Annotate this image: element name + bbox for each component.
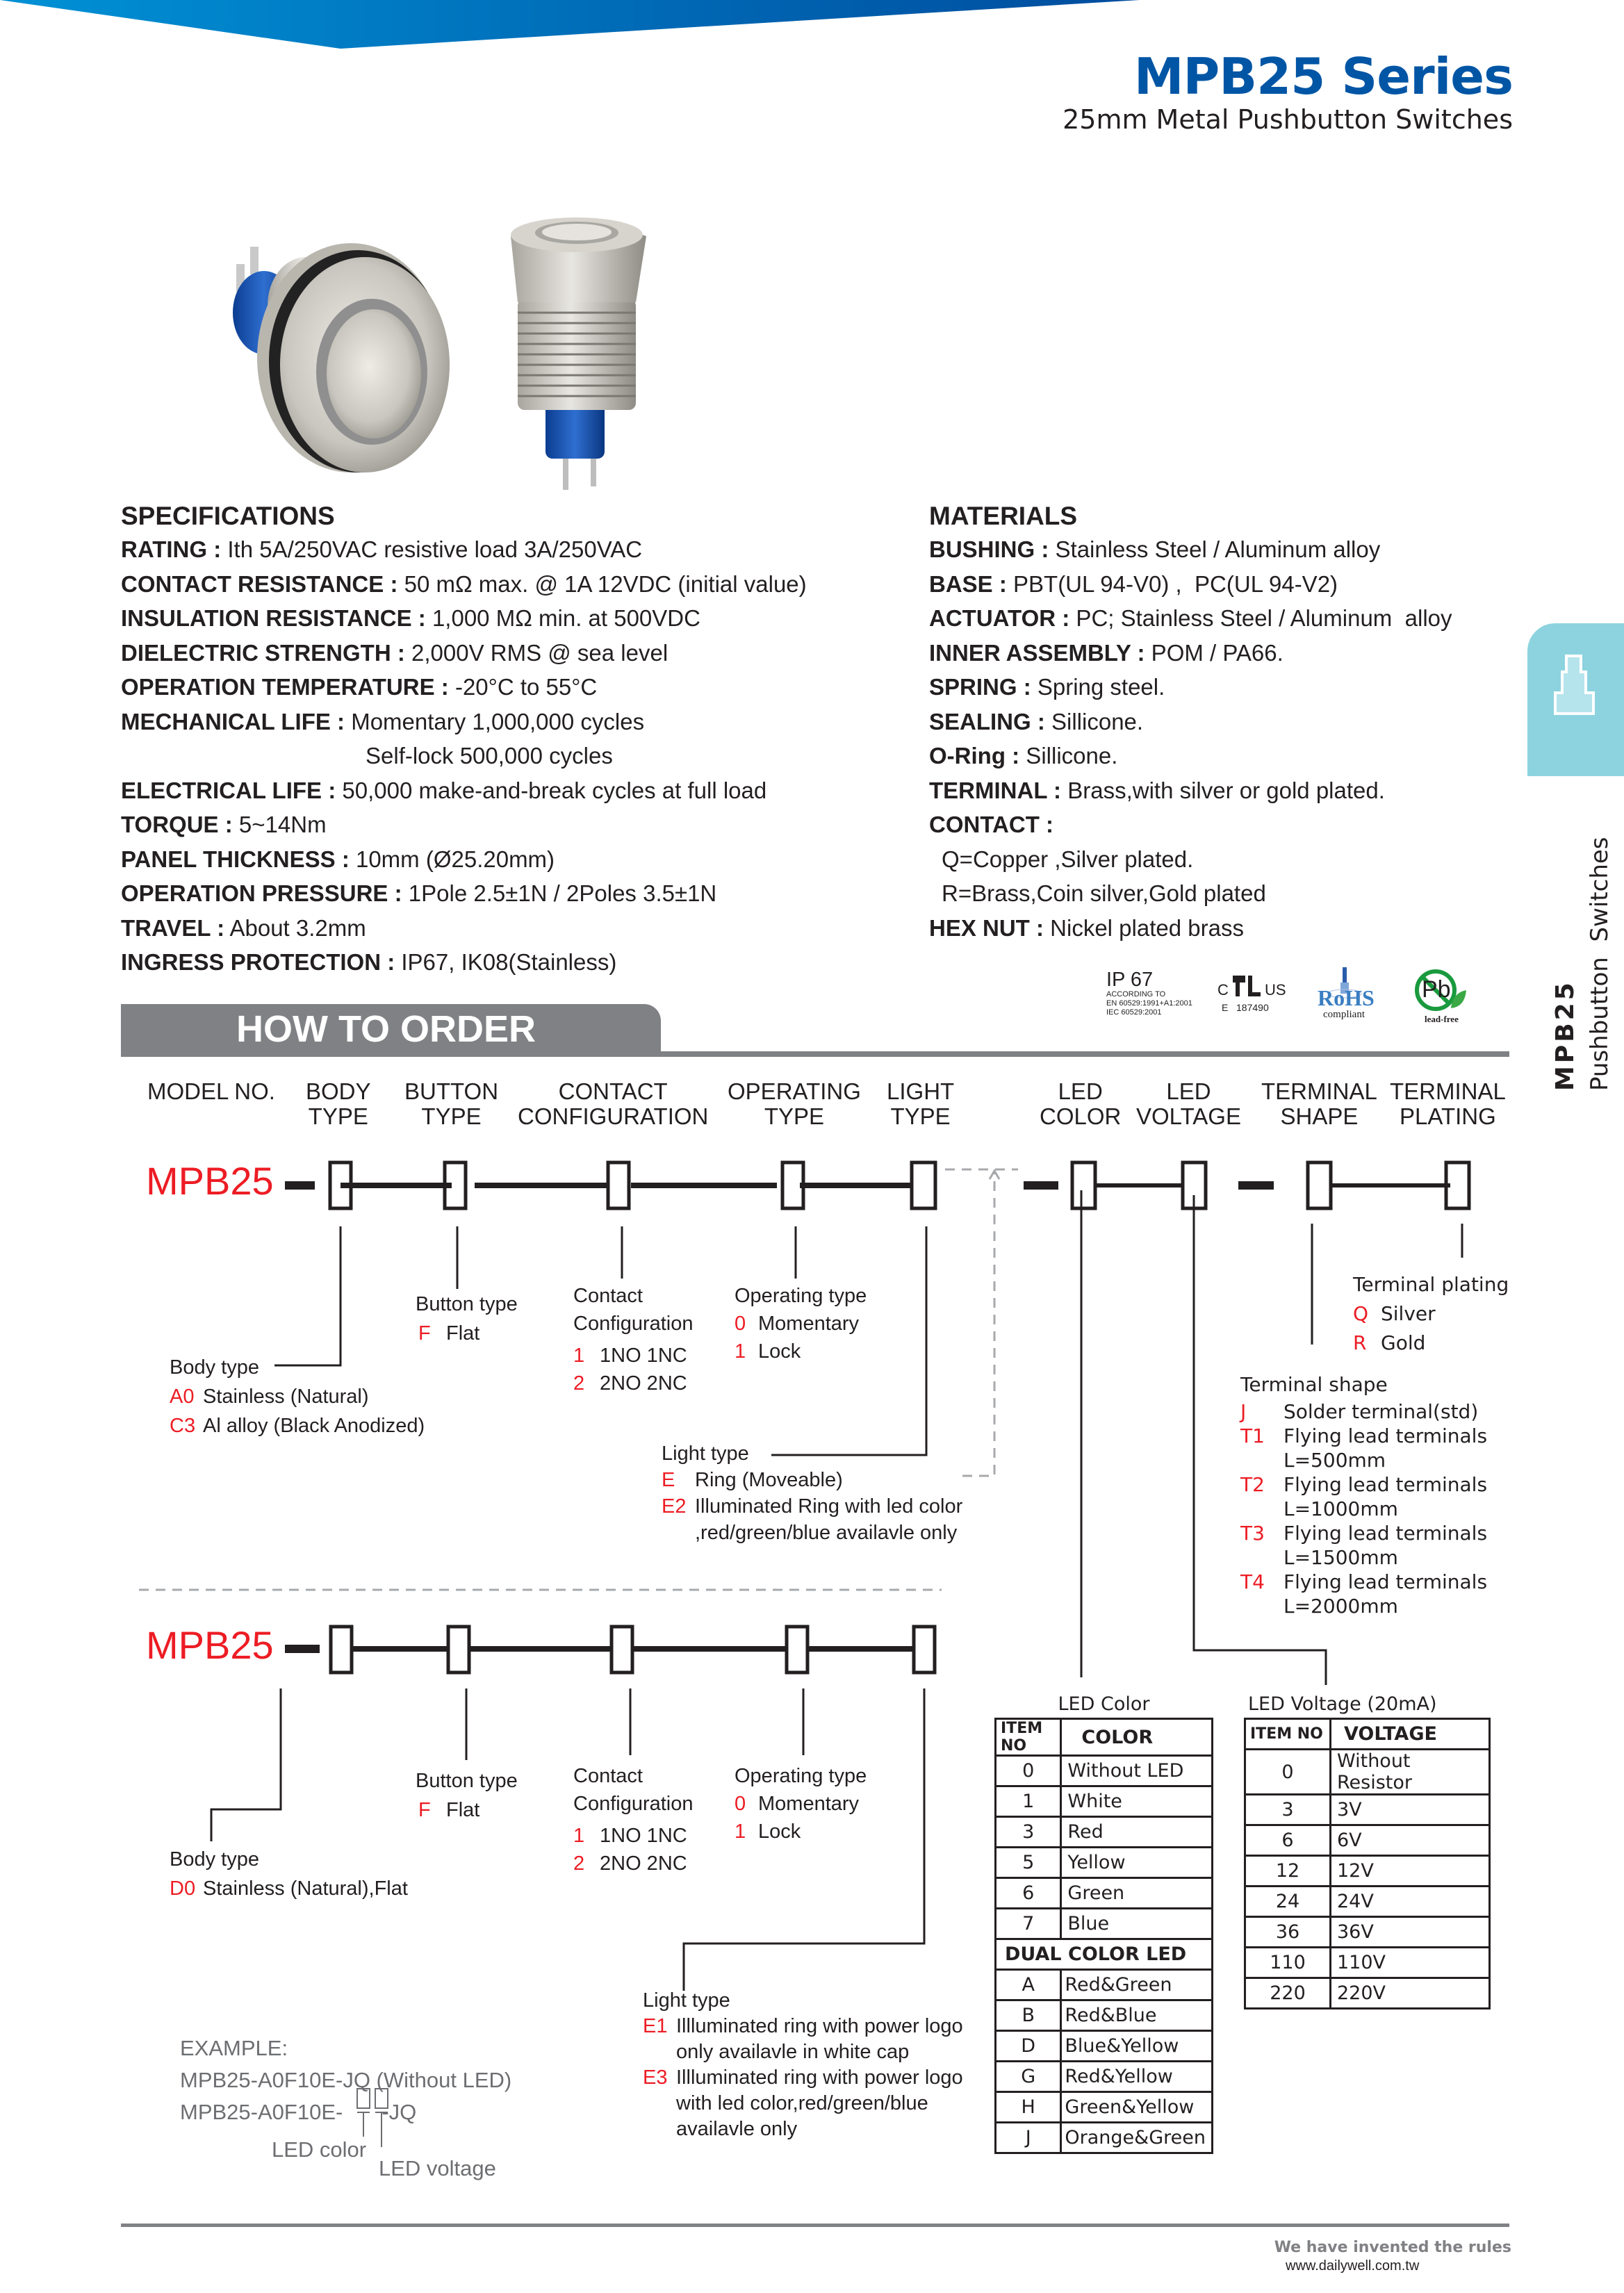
option-label: Gold — [1381, 1331, 1426, 1354]
spec-key: BUSHING : — [929, 536, 1049, 562]
option-label: Illluminated ring with power logo — [676, 2015, 963, 2037]
model-prefix-row1: MPB25 — [146, 1159, 274, 1203]
code-box — [912, 1162, 935, 1208]
spec-key: INNER ASSEMBLY : — [929, 639, 1145, 666]
spec-key: CONTACT : — [929, 812, 1054, 837]
table-row — [1245, 1825, 1490, 1856]
specifications-heading: SPECIFICATIONS — [121, 502, 335, 530]
body-type-options-row2 — [170, 1845, 408, 1903]
item-no: 12 — [1245, 1856, 1331, 1887]
item-no: G — [996, 2062, 1061, 2092]
contact-options-row1 — [573, 1282, 694, 1397]
option-label: Lock — [758, 1340, 801, 1363]
side-model: MPB25 — [1551, 980, 1580, 1091]
table-row — [1245, 1978, 1490, 2009]
option-label: Flying lead terminals — [1283, 1424, 1488, 1447]
option-title: Body type — [170, 1356, 259, 1379]
spec-key: O-Ring : — [929, 743, 1020, 769]
table-row — [996, 2123, 1213, 2153]
option-code: 1 — [573, 1345, 585, 1367]
spec-value: 1Pole 2.5±1N / 2Poles 3.5±1N — [402, 880, 717, 906]
item-no: 3 — [996, 1817, 1061, 1848]
ip-line: IEC 60529:2001 — [1106, 1008, 1162, 1017]
operating-options-row2 — [735, 1762, 867, 1846]
light-type-options-row1 — [662, 1440, 962, 1546]
option-code: 0 — [735, 1313, 746, 1335]
option-title: Contact — [573, 1285, 643, 1307]
item-value: Without LED — [1061, 1756, 1213, 1786]
example-led-color-label: LED color — [272, 2137, 367, 2162]
example-prefix: MPB25-A0F10E- — [180, 2100, 343, 2124]
option-title: Contact — [573, 1765, 643, 1787]
option-label: Lock — [758, 1821, 801, 1843]
table-row — [996, 1817, 1213, 1848]
option-code: C3 — [170, 1415, 196, 1437]
option-label: Stainless (Natural),Flat — [203, 1877, 408, 1900]
option-code: E1 — [643, 2015, 668, 2037]
option-label: Momentary — [758, 1313, 860, 1335]
option-code: 2 — [573, 1372, 585, 1395]
option-item — [1240, 1424, 1487, 1448]
spec-value: 10mm (Ø25.20mm) — [349, 846, 555, 872]
option-code: 1 — [573, 1825, 585, 1847]
option-item — [662, 1467, 962, 1493]
item-value: Red&Green — [1061, 1970, 1213, 2000]
spec-key: CONTACT RESISTANCE : — [121, 570, 398, 597]
item-value: Orange&Green — [1061, 2123, 1213, 2153]
example-line1: MPB25-A0F10E-JQ (Without LED) — [180, 2068, 512, 2092]
page-title: MPB25 Series — [1133, 47, 1513, 106]
spec-value: 1,000 MΩ min. at 500VDC — [425, 605, 700, 631]
button-type-options-row2 — [416, 1766, 518, 1825]
led-color-table-wrapper — [994, 1693, 1213, 2154]
spec-value: PC; Stainless Steel / Aluminum alloy — [1069, 605, 1452, 631]
option-code: E3 — [643, 2066, 668, 2089]
option-item — [1240, 1399, 1487, 1424]
option-item — [1353, 1299, 1509, 1329]
option-label: 1NO 1NC — [600, 1825, 687, 1847]
option-title: Button type — [416, 1293, 518, 1315]
spec-key: ELECTRICAL LIFE : — [121, 777, 336, 803]
option-label: Solder terminal(std) — [1283, 1400, 1479, 1423]
col-line2: TYPE — [308, 1103, 368, 1129]
col-line1: BUTTON — [404, 1078, 499, 1104]
spec-key: DIELECTRIC STRENGTH : — [121, 639, 405, 666]
option-item — [735, 1310, 867, 1338]
col-line2: TYPE — [421, 1103, 482, 1129]
rohs-title: RoHS — [1318, 985, 1375, 1010]
code-box — [608, 1162, 629, 1208]
spec-value: 2,000V RMS @ sea level — [404, 639, 669, 666]
button-type-options-row1 — [416, 1290, 518, 1348]
col-line1: MODEL NO. — [147, 1078, 275, 1104]
spec-value: Momentary 1,000,000 cycles — [345, 708, 645, 734]
item-no: 1 — [996, 1786, 1061, 1817]
option-label: Illuminated Ring with led color — [695, 1495, 963, 1518]
table-header: VOLTAGE — [1331, 1719, 1490, 1750]
table-row — [1245, 1887, 1490, 1917]
item-no: 3 — [1245, 1795, 1331, 1825]
option-item — [1240, 1521, 1487, 1545]
option-title: Configuration — [573, 1793, 694, 1815]
page-subtitle: 25mm Metal Pushbutton Switches — [1063, 104, 1513, 135]
col-line1: OPERATING — [728, 1078, 861, 1104]
table-row — [996, 1756, 1213, 1786]
item-no: 36 — [1245, 1917, 1331, 1948]
option-code: R — [1353, 1331, 1367, 1354]
option-code: Q — [1353, 1302, 1369, 1325]
led-voltage-table-wrapper — [1244, 1693, 1491, 2010]
option-code: E — [662, 1469, 675, 1491]
col-line2: SHAPE — [1280, 1103, 1359, 1129]
item-no: 0 — [996, 1756, 1061, 1786]
option-code: T2 — [1240, 1473, 1265, 1496]
table-row — [996, 1848, 1213, 1878]
spec-key: SEALING : — [929, 708, 1045, 734]
option-code: 0 — [735, 1793, 746, 1815]
option-code: 2 — [573, 1852, 585, 1875]
spec-value: 5~14Nm — [232, 812, 327, 837]
spec-key: PANEL THICKNESS : — [121, 846, 350, 872]
option-sub: L=2000mm — [1283, 1595, 1398, 1618]
example-heading: EXAMPLE: — [180, 2036, 288, 2060]
option-title: Operating type — [735, 1285, 867, 1307]
spec-value: Q=Copper ,Silver plated. — [942, 846, 1194, 872]
option-code: F — [418, 1322, 431, 1345]
table-row — [996, 2092, 1213, 2123]
spec-key: TORQUE : — [121, 812, 233, 837]
option-item — [170, 1411, 425, 1440]
col-line1: BODY — [306, 1078, 371, 1104]
pb-text: Pb — [1422, 976, 1451, 1003]
spec-value: Sillicone. — [1019, 743, 1118, 769]
option-continuation: only availavle in white cap — [676, 2041, 910, 2063]
item-no: 110 — [1245, 1948, 1331, 1978]
spec-key: SPRING : — [929, 674, 1031, 700]
led-voltage-table — [1244, 1718, 1491, 2010]
option-title: Terminal shape — [1240, 1373, 1388, 1396]
spec-value: Self-lock 500,000 cycles — [366, 743, 613, 769]
rohs-sub: compliant — [1323, 1009, 1365, 1020]
item-value: Blue&Yellow — [1061, 2031, 1213, 2062]
option-item — [735, 1338, 867, 1365]
table-row — [1245, 1917, 1490, 1948]
item-value: 24V — [1331, 1887, 1490, 1917]
option-label: Momentary — [758, 1793, 860, 1815]
code-box — [914, 1627, 935, 1673]
item-value: Green — [1061, 1878, 1213, 1909]
item-no: H — [996, 2092, 1061, 2123]
ul-file-number: E 187490 — [1222, 1002, 1269, 1013]
col-line2: VOLTAGE — [1136, 1103, 1241, 1129]
option-code: T3 — [1240, 1522, 1265, 1545]
table-row — [996, 1878, 1213, 1909]
item-no: 24 — [1245, 1887, 1331, 1917]
side-category-text: Pushbutton Switches — [1586, 837, 1614, 1091]
col-line1: TERMINAL — [1261, 1078, 1377, 1104]
option-item — [662, 1493, 962, 1520]
table-row — [1245, 1795, 1490, 1825]
spec-value: 50,000 make-and-break cycles at full load — [336, 777, 767, 803]
spec-key: BASE : — [929, 570, 1007, 597]
spec-key: INGRESS PROTECTION : — [121, 949, 395, 975]
option-code: T4 — [1240, 1570, 1265, 1593]
option-sub: L=1000mm — [1283, 1497, 1398, 1520]
option-item — [1353, 1329, 1509, 1358]
materials-heading: MATERIALS — [929, 502, 1078, 530]
led-color-table — [994, 1718, 1213, 2154]
spec-value: 50 mΩ max. @ 1A 12VDC (initial value) — [397, 570, 807, 597]
item-value: 3V — [1331, 1795, 1490, 1825]
option-item — [416, 1319, 518, 1348]
footer-url[interactable]: www.dailywell.com.tw — [1286, 2258, 1420, 2274]
ul-c: C — [1217, 981, 1229, 998]
spec-value: IP67, IK08(Stainless) — [395, 949, 617, 975]
option-label: Flying lead terminals — [1283, 1570, 1488, 1593]
item-no: 6 — [996, 1878, 1061, 1909]
option-title: Terminal plating — [1353, 1273, 1509, 1296]
col-line2: TYPE — [890, 1103, 951, 1129]
option-code: F — [418, 1799, 431, 1821]
code-box — [612, 1627, 632, 1673]
option-item — [573, 1850, 694, 1877]
example-led-voltage-label: LED voltage — [379, 2156, 496, 2180]
item-value: Red&Yellow — [1061, 2062, 1213, 2092]
example-suffix: -JQ — [382, 2100, 417, 2124]
led-voltage-caption: LED Voltage (20mA) — [1248, 1693, 1437, 1715]
item-value: Green&Yellow — [1061, 2092, 1213, 2123]
table-row — [996, 1970, 1213, 2000]
option-code: E2 — [662, 1495, 687, 1518]
item-no: 6 — [1245, 1825, 1331, 1856]
body-type-options-row1 — [170, 1353, 425, 1440]
spec-value: Stainless Steel / Aluminum alloy — [1049, 536, 1381, 562]
contact-options-row2 — [573, 1762, 694, 1877]
option-code: T1 — [1240, 1424, 1265, 1447]
spec-value: Sillicone. — [1044, 708, 1144, 734]
option-sub: L=500mm — [1283, 1449, 1386, 1472]
table-row — [1245, 1750, 1490, 1795]
item-value: Red&Blue — [1061, 2000, 1213, 2031]
spec-value: R=Brass,Coin silver,Gold plated — [942, 880, 1266, 906]
table-row — [1245, 1856, 1490, 1887]
table-row — [1245, 1948, 1490, 1978]
option-label: Stainless (Natural) — [203, 1386, 369, 1408]
dual-color-heading: DUAL COLOR LED — [996, 1939, 1213, 1970]
item-value: 220V — [1331, 1978, 1490, 2009]
option-title: Button type — [416, 1770, 518, 1792]
spec-key: MECHANICAL LIFE : — [121, 708, 345, 734]
table-row — [996, 1909, 1213, 1939]
col-line1: CONTACT — [558, 1078, 668, 1104]
spec-key: OPERATION PRESSURE : — [121, 880, 402, 906]
item-no: 5 — [996, 1848, 1061, 1878]
spec-key: TERMINAL : — [929, 777, 1062, 803]
table-header: ITEM NO — [1245, 1719, 1331, 1750]
option-item — [170, 1382, 425, 1411]
option-item — [573, 1370, 694, 1397]
dual-color-heading-row — [996, 1939, 1213, 1970]
footer-slogan: We have invented the rules — [1274, 2239, 1511, 2256]
col-line2: COLOR — [1040, 1103, 1122, 1129]
option-code: J — [1240, 1400, 1247, 1423]
table-row — [996, 2031, 1213, 2062]
option-item — [735, 1790, 867, 1818]
option-label: Illluminated ring with power logo — [676, 2066, 963, 2089]
col-line2: CONFIGURATION — [518, 1103, 709, 1129]
code-box — [1308, 1162, 1331, 1208]
table-header: COLOR — [1061, 1719, 1213, 1756]
col-line1: LED — [1058, 1078, 1103, 1104]
option-label: Flying lead terminals — [1283, 1473, 1488, 1496]
model-prefix-row2: MPB25 — [146, 1623, 274, 1667]
option-item — [573, 1342, 694, 1370]
col-line1: TERMINAL — [1390, 1078, 1506, 1104]
table-row — [996, 2062, 1213, 2092]
item-value: Without Resistor — [1331, 1750, 1490, 1795]
col-line1: LED — [1166, 1078, 1211, 1104]
item-value: 6V — [1331, 1825, 1490, 1856]
light-type-options-row2 — [643, 1988, 963, 2142]
operating-options-row1 — [735, 1282, 867, 1365]
item-no: 220 — [1245, 1978, 1331, 2009]
spec-key: HEX NUT : — [929, 914, 1044, 941]
option-item — [643, 2065, 963, 2091]
option-continuation: ,red/green/blue availavle only — [695, 1522, 958, 1544]
option-code: A0 — [170, 1386, 195, 1408]
item-no: B — [996, 2000, 1061, 2031]
option-title: Configuration — [573, 1313, 694, 1335]
spec-key: INSULATION RESISTANCE : — [121, 605, 426, 631]
table-row — [996, 1786, 1213, 1817]
spec-value: POM / PA66. — [1145, 639, 1283, 666]
option-continuation: with led color,red/green/blue — [676, 2092, 928, 2114]
option-continuation: availavle only — [676, 2118, 798, 2140]
table-header: ITEM NO — [996, 1719, 1061, 1756]
option-label: Flying lead terminals — [1283, 1522, 1488, 1545]
option-title: Light type — [662, 1443, 749, 1465]
spec-key: RATING : — [121, 536, 222, 562]
example-line2 — [180, 2096, 511, 2128]
option-title: Light type — [643, 1989, 730, 2012]
ul-us: US — [1265, 981, 1286, 998]
led-color-caption: LED Color — [1058, 1693, 1150, 1715]
option-label: 2NO 2NC — [600, 1372, 687, 1395]
col-line2: PLATING — [1400, 1103, 1496, 1129]
option-item — [643, 2014, 963, 2039]
spec-value: -20°C to 55°C — [448, 674, 598, 700]
option-item — [416, 1795, 518, 1825]
option-code: 1 — [735, 1340, 746, 1363]
spec-key: OPERATION TEMPERATURE : — [121, 674, 449, 700]
terminal-plating-options — [1353, 1270, 1509, 1358]
spec-value: Ith 5A/250VAC resistive load 3A/250VAC — [221, 536, 643, 562]
ip-line: EN 60529:1991+A1:2001 — [1106, 999, 1192, 1008]
item-value: 110V — [1331, 1948, 1490, 1978]
table-row — [996, 2000, 1213, 2031]
code-box — [331, 1627, 352, 1673]
spec-value: Nickel plated brass — [1044, 914, 1244, 941]
col-line2: TYPE — [764, 1103, 825, 1129]
option-item — [1240, 1472, 1487, 1497]
option-code: 1 — [735, 1821, 746, 1843]
lead-free-text: lead-free — [1425, 1014, 1459, 1024]
item-value: Blue — [1061, 1909, 1213, 1939]
spec-key: ACTUATOR : — [929, 605, 1070, 631]
option-label: Ring (Moveable) — [695, 1469, 843, 1491]
option-item — [735, 1818, 867, 1846]
order-example — [180, 2032, 511, 2128]
item-value: White — [1061, 1786, 1213, 1817]
item-no: A — [996, 1970, 1061, 2000]
option-item — [573, 1822, 694, 1850]
option-title: Operating type — [735, 1765, 867, 1787]
item-value: 36V — [1331, 1917, 1490, 1948]
code-box — [1072, 1162, 1095, 1208]
item-value: Yellow — [1061, 1848, 1213, 1878]
code-box — [787, 1627, 807, 1673]
item-value: Red — [1061, 1817, 1213, 1848]
option-code: D0 — [170, 1877, 196, 1900]
item-no: J — [996, 2123, 1061, 2153]
option-item — [170, 1874, 408, 1903]
spec-value: Spring steel. — [1031, 674, 1165, 700]
spec-key: TRAVEL : — [121, 914, 225, 941]
option-item — [1240, 1570, 1487, 1594]
item-value: 12V — [1331, 1856, 1490, 1887]
how-to-order-heading: HOW TO ORDER — [236, 1008, 536, 1050]
option-label: Flat — [446, 1799, 480, 1821]
option-sub: L=1500mm — [1283, 1546, 1398, 1569]
footer-divider — [121, 2224, 1509, 2227]
spec-value: Brass,with silver or gold plated. — [1061, 777, 1385, 803]
option-label: Al alloy (Black Anodized) — [203, 1415, 425, 1437]
ip-line: ACCORDING TO — [1106, 990, 1166, 998]
option-label: Flat — [446, 1322, 480, 1345]
terminal-shape-options — [1240, 1372, 1487, 1618]
item-no: 0 — [1245, 1750, 1331, 1795]
code-box — [448, 1627, 469, 1673]
item-no: 7 — [996, 1909, 1061, 1939]
option-label: 1NO 1NC — [600, 1345, 687, 1367]
col-line1: LIGHT — [887, 1078, 955, 1104]
spec-value: PBT(UL 94-V0) , PC(UL 94-V2) — [1006, 570, 1338, 597]
item-no: D — [996, 2031, 1061, 2062]
option-title: Body type — [170, 1848, 259, 1871]
option-label: 2NO 2NC — [600, 1852, 687, 1875]
ip-title: IP 67 — [1106, 969, 1154, 991]
option-label: Silver — [1381, 1302, 1436, 1325]
spec-value: About 3.2mm — [224, 914, 366, 941]
